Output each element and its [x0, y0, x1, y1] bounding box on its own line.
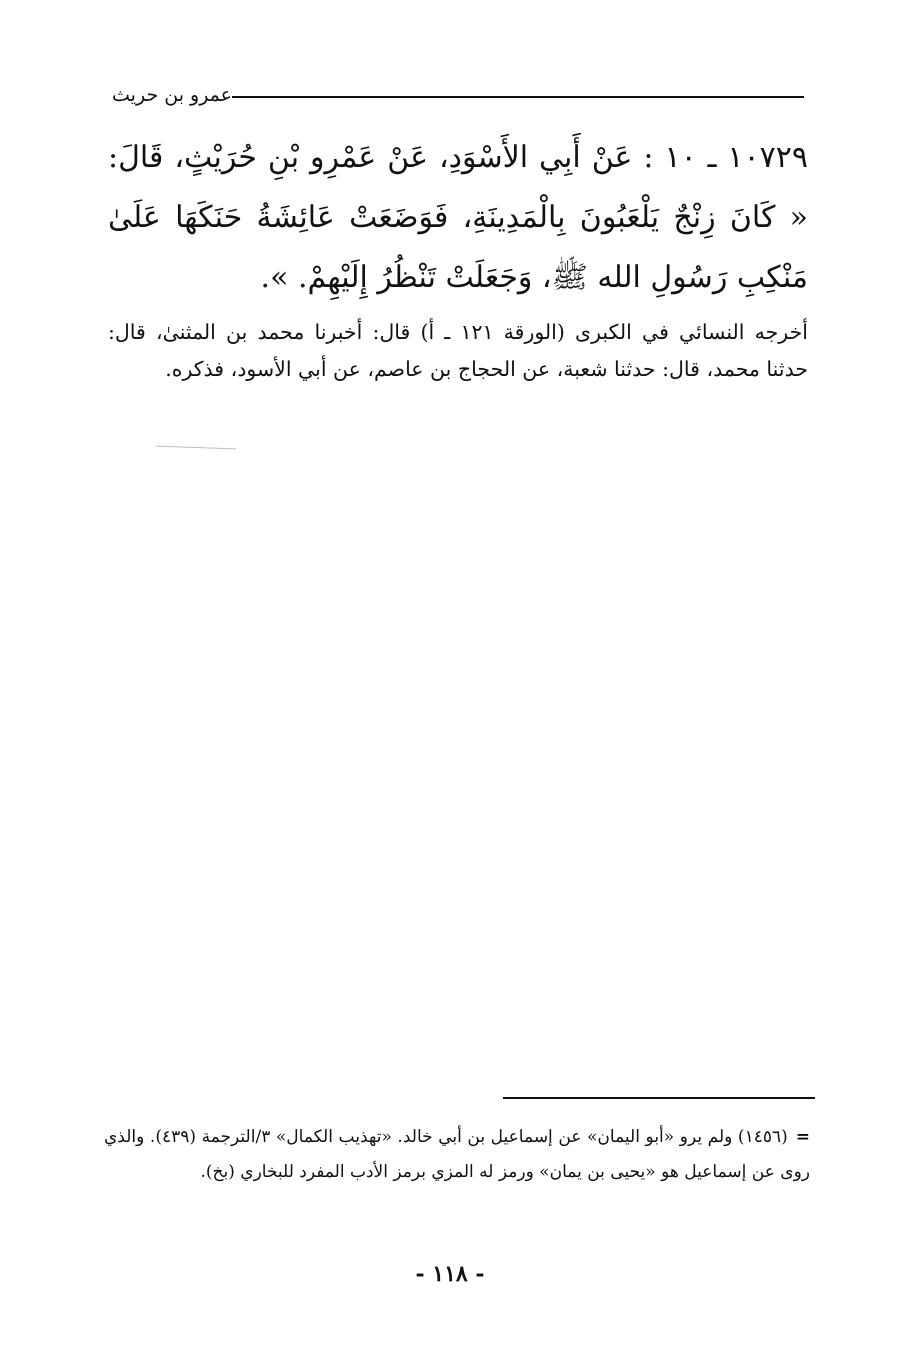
footnote-rule — [503, 1097, 815, 1099]
footnote — [104, 1120, 810, 1190]
hadith-text: ١٠٧٢٩ ـ ١٠ : عَنْ أَبِي الأَسْوَدِ، عَنْ عَمْرِو بْنِ حُرَيْثٍ، قَالَ: « كَانَ زِنْجٌ يَلْعَبُونَ بِالْمَدِينَةِ، فَوَضَعَتْ عَائِشَةُ حَنَكَهَا عَلَىٰ مَنْكِبِ رَسُولِ الله ﷺ، وَجَعَلَتْ تَنْظُرُ إِلَيْهِمْ. ». — [108, 140, 808, 295]
page-number: - ١١٨ - — [415, 1261, 485, 1287]
running-header-title: عمرو بن حريث — [112, 84, 232, 106]
footnote-text: (١٤٥٦) ولم يرو «أبو اليمان» عن إسماعيل بن أبي خالد. «تهذيب الكمال» ٣/الترجمة (٤٣٩). والذي روى عن إسماعيل هو «يحيى بن يمان» ورمز له المزي برمز الأدب المفرد للبخاري (بخ). — [104, 1127, 810, 1182]
footnote-continuation-marker: = — [795, 1127, 810, 1147]
header-rule — [232, 96, 804, 98]
takhrij-paragraph: أخرجه النسائي في الكبرى (الورقة ١٢١ ـ أ) قال: أخبرنا محمد بن المثنىٰ، قال: حدثنا محمد، قال: حدثنا شعبة، عن الحجاج بن عاصم، عن أبي الأسود، فذكره. — [108, 320, 808, 381]
scan-artifact-line — [156, 446, 236, 450]
